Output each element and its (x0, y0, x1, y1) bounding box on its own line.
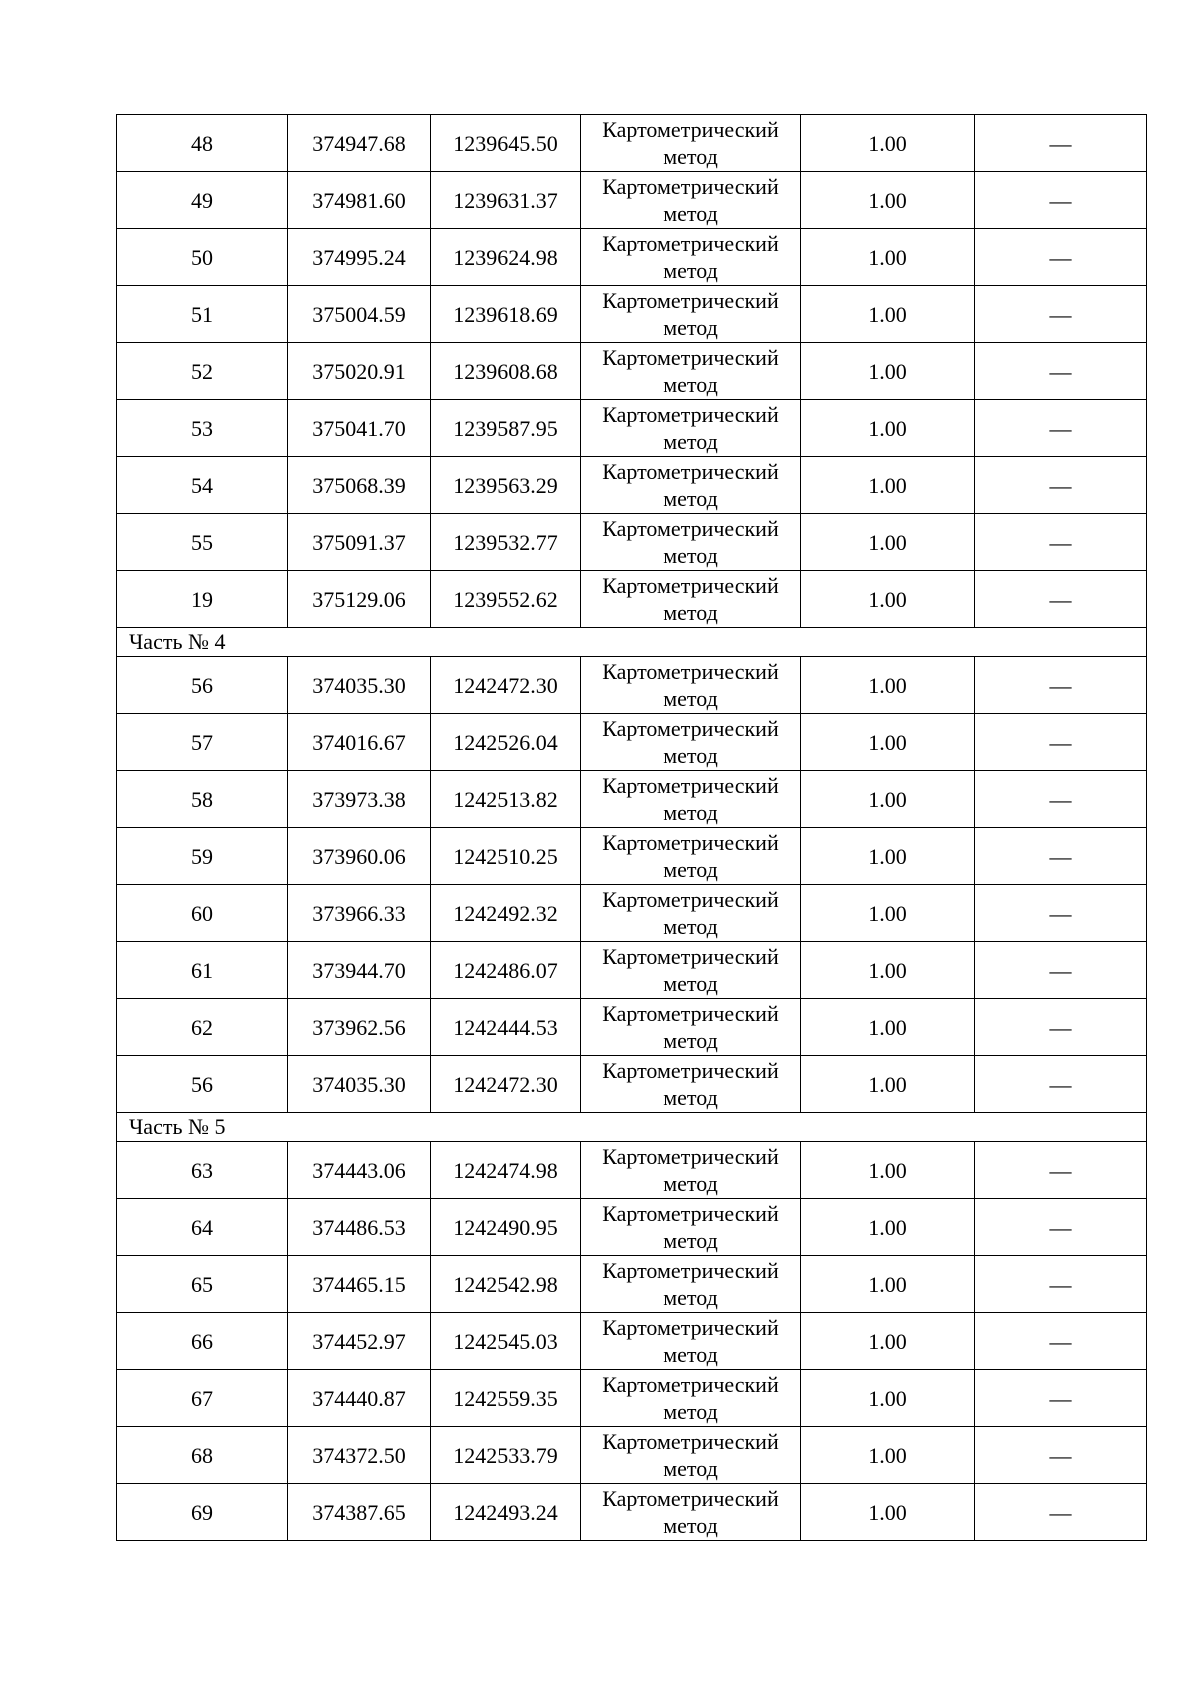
x-coordinate-cell: 374465.15 (288, 1256, 431, 1313)
table-row (117, 514, 1147, 571)
accuracy-cell: 1.00 (801, 885, 975, 942)
accuracy-cell: 1.00 (801, 1370, 975, 1427)
table-row (117, 229, 1147, 286)
method-line-2: метод (663, 258, 718, 283)
x-coordinate-cell: 373966.33 (288, 885, 431, 942)
y-coordinate-cell: 1239608.68 (431, 343, 581, 400)
x-coordinate-cell: 374947.68 (288, 115, 431, 172)
y-coordinate-cell: 1242486.07 (431, 942, 581, 999)
method-line-1: Картометрический (602, 1429, 779, 1454)
y-coordinate-cell: 1242533.79 (431, 1427, 581, 1484)
x-coordinate-cell: 373960.06 (288, 828, 431, 885)
method-cell (581, 714, 801, 771)
method-line-1: Картометрический (602, 174, 779, 199)
part-header-row (117, 628, 1147, 657)
method-cell (581, 657, 801, 714)
method-cell (581, 115, 801, 172)
point-number-cell: 50 (117, 229, 288, 286)
point-number-cell: 19 (117, 571, 288, 628)
method-line-2: метод (663, 1171, 718, 1196)
y-coordinate-cell: 1242472.30 (431, 657, 581, 714)
x-coordinate-cell: 373973.38 (288, 771, 431, 828)
x-coordinate-cell: 374440.87 (288, 1370, 431, 1427)
y-coordinate-cell: 1242493.24 (431, 1484, 581, 1541)
x-coordinate-cell: 373944.70 (288, 942, 431, 999)
note-cell: — (975, 1199, 1147, 1256)
accuracy-cell: 1.00 (801, 115, 975, 172)
part-label: Часть № 5 (117, 1113, 1147, 1142)
y-coordinate-cell: 1239563.29 (431, 457, 581, 514)
method-line-1: Картометрический (602, 1315, 779, 1340)
accuracy-cell: 1.00 (801, 457, 975, 514)
point-number-cell: 51 (117, 286, 288, 343)
method-cell (581, 286, 801, 343)
x-coordinate-cell: 374452.97 (288, 1313, 431, 1370)
y-coordinate-cell: 1239624.98 (431, 229, 581, 286)
note-cell: — (975, 457, 1147, 514)
point-number-cell: 66 (117, 1313, 288, 1370)
method-cell (581, 229, 801, 286)
method-line-1: Картометрический (602, 944, 779, 969)
accuracy-cell: 1.00 (801, 1056, 975, 1113)
accuracy-cell: 1.00 (801, 771, 975, 828)
method-line-1: Картометрический (602, 1144, 779, 1169)
accuracy-cell: 1.00 (801, 714, 975, 771)
note-cell: — (975, 714, 1147, 771)
accuracy-cell: 1.00 (801, 1313, 975, 1370)
accuracy-cell: 1.00 (801, 571, 975, 628)
point-number-cell: 63 (117, 1142, 288, 1199)
x-coordinate-cell: 375041.70 (288, 400, 431, 457)
note-cell: — (975, 771, 1147, 828)
table-row (117, 400, 1147, 457)
method-cell (581, 1313, 801, 1370)
x-coordinate-cell: 374995.24 (288, 229, 431, 286)
accuracy-cell: 1.00 (801, 828, 975, 885)
x-coordinate-cell: 375068.39 (288, 457, 431, 514)
table-row (117, 771, 1147, 828)
method-line-1: Картометрический (602, 659, 779, 684)
table-row (117, 1427, 1147, 1484)
note-cell: — (975, 115, 1147, 172)
point-number-cell: 54 (117, 457, 288, 514)
method-line-1: Картометрический (602, 231, 779, 256)
table-row (117, 457, 1147, 514)
accuracy-cell: 1.00 (801, 172, 975, 229)
method-cell (581, 771, 801, 828)
x-coordinate-cell: 374443.06 (288, 1142, 431, 1199)
accuracy-cell: 1.00 (801, 1199, 975, 1256)
method-line-1: Картометрический (602, 516, 779, 541)
table-row (117, 942, 1147, 999)
point-number-cell: 52 (117, 343, 288, 400)
method-cell (581, 400, 801, 457)
x-coordinate-cell: 374387.65 (288, 1484, 431, 1541)
method-line-2: метод (663, 686, 718, 711)
method-line-2: метод (663, 1456, 718, 1481)
method-line-1: Картометрический (602, 573, 779, 598)
method-line-2: метод (663, 1028, 718, 1053)
point-number-cell: 69 (117, 1484, 288, 1541)
method-cell (581, 343, 801, 400)
accuracy-cell: 1.00 (801, 1427, 975, 1484)
x-coordinate-cell: 374035.30 (288, 657, 431, 714)
accuracy-cell: 1.00 (801, 1256, 975, 1313)
note-cell: — (975, 885, 1147, 942)
method-cell (581, 1056, 801, 1113)
point-number-cell: 56 (117, 657, 288, 714)
method-line-2: метод (663, 857, 718, 882)
table-row (117, 657, 1147, 714)
x-coordinate-cell: 375091.37 (288, 514, 431, 571)
x-coordinate-cell: 373962.56 (288, 999, 431, 1056)
y-coordinate-cell: 1242492.32 (431, 885, 581, 942)
method-line-2: метод (663, 743, 718, 768)
y-coordinate-cell: 1239532.77 (431, 514, 581, 571)
method-cell (581, 172, 801, 229)
point-number-cell: 65 (117, 1256, 288, 1313)
table-row (117, 828, 1147, 885)
table-row (117, 115, 1147, 172)
y-coordinate-cell: 1239618.69 (431, 286, 581, 343)
y-coordinate-cell: 1242444.53 (431, 999, 581, 1056)
method-cell (581, 828, 801, 885)
method-line-1: Картометрический (602, 1258, 779, 1283)
note-cell: — (975, 286, 1147, 343)
method-cell (581, 885, 801, 942)
method-line-2: метод (663, 600, 718, 625)
table-row (117, 172, 1147, 229)
method-cell (581, 1370, 801, 1427)
accuracy-cell: 1.00 (801, 942, 975, 999)
method-line-2: метод (663, 315, 718, 340)
method-line-1: Картометрический (602, 830, 779, 855)
method-cell (581, 942, 801, 999)
table-row (117, 343, 1147, 400)
accuracy-cell: 1.00 (801, 514, 975, 571)
y-coordinate-cell: 1239587.95 (431, 400, 581, 457)
point-number-cell: 64 (117, 1199, 288, 1256)
method-line-2: метод (663, 486, 718, 511)
method-cell (581, 1427, 801, 1484)
accuracy-cell: 1.00 (801, 999, 975, 1056)
method-line-2: метод (663, 1285, 718, 1310)
method-line-1: Картометрический (602, 773, 779, 798)
point-number-cell: 60 (117, 885, 288, 942)
note-cell: — (975, 1256, 1147, 1313)
table-row (117, 1056, 1147, 1113)
x-coordinate-cell: 374486.53 (288, 1199, 431, 1256)
point-number-cell: 61 (117, 942, 288, 999)
method-line-1: Картометрический (602, 887, 779, 912)
point-number-cell: 59 (117, 828, 288, 885)
accuracy-cell: 1.00 (801, 1142, 975, 1199)
table-row (117, 1484, 1147, 1541)
point-number-cell: 48 (117, 115, 288, 172)
y-coordinate-cell: 1239645.50 (431, 115, 581, 172)
table-row (117, 1199, 1147, 1256)
table-row (117, 1370, 1147, 1427)
x-coordinate-cell: 375129.06 (288, 571, 431, 628)
point-number-cell: 67 (117, 1370, 288, 1427)
x-coordinate-cell: 374035.30 (288, 1056, 431, 1113)
note-cell: — (975, 1484, 1147, 1541)
table-row (117, 999, 1147, 1056)
table-row (117, 885, 1147, 942)
method-line-1: Картометрический (602, 1372, 779, 1397)
method-line-1: Картометрический (602, 1001, 779, 1026)
method-cell (581, 514, 801, 571)
note-cell: — (975, 1142, 1147, 1199)
note-cell: — (975, 571, 1147, 628)
table-row (117, 1142, 1147, 1199)
method-cell (581, 1142, 801, 1199)
accuracy-cell: 1.00 (801, 343, 975, 400)
note-cell: — (975, 229, 1147, 286)
accuracy-cell: 1.00 (801, 229, 975, 286)
note-cell: — (975, 999, 1147, 1056)
accuracy-cell: 1.00 (801, 286, 975, 343)
note-cell: — (975, 343, 1147, 400)
method-cell (581, 1199, 801, 1256)
y-coordinate-cell: 1239631.37 (431, 172, 581, 229)
method-line-1: Картометрический (602, 345, 779, 370)
point-number-cell: 56 (117, 1056, 288, 1113)
method-cell (581, 1256, 801, 1313)
point-number-cell: 55 (117, 514, 288, 571)
method-line-2: метод (663, 1228, 718, 1253)
method-cell (581, 457, 801, 514)
method-line-2: метод (663, 201, 718, 226)
table-row (117, 286, 1147, 343)
y-coordinate-cell: 1242510.25 (431, 828, 581, 885)
accuracy-cell: 1.00 (801, 400, 975, 457)
x-coordinate-cell: 375020.91 (288, 343, 431, 400)
note-cell: — (975, 942, 1147, 999)
method-line-1: Картометрический (602, 716, 779, 741)
point-number-cell: 58 (117, 771, 288, 828)
method-line-2: метод (663, 1513, 718, 1538)
y-coordinate-cell: 1242542.98 (431, 1256, 581, 1313)
x-coordinate-cell: 374372.50 (288, 1427, 431, 1484)
accuracy-cell: 1.00 (801, 657, 975, 714)
method-line-2: метод (663, 144, 718, 169)
y-coordinate-cell: 1242472.30 (431, 1056, 581, 1113)
method-line-1: Картометрический (602, 288, 779, 313)
coordinates-table-body (117, 115, 1147, 1541)
method-line-1: Картометрический (602, 117, 779, 142)
method-line-1: Картометрический (602, 1486, 779, 1511)
x-coordinate-cell: 374016.67 (288, 714, 431, 771)
method-line-2: метод (663, 1399, 718, 1424)
part-header-row (117, 1113, 1147, 1142)
y-coordinate-cell: 1242513.82 (431, 771, 581, 828)
method-line-2: метод (663, 429, 718, 454)
method-cell (581, 999, 801, 1056)
method-line-2: метод (663, 1342, 718, 1367)
note-cell: — (975, 828, 1147, 885)
note-cell: — (975, 172, 1147, 229)
part-label: Часть № 4 (117, 628, 1147, 657)
y-coordinate-cell: 1239552.62 (431, 571, 581, 628)
method-cell (581, 1484, 801, 1541)
method-line-1: Картометрический (602, 459, 779, 484)
coordinates-table (116, 114, 1147, 1541)
note-cell: — (975, 1427, 1147, 1484)
method-line-2: метод (663, 372, 718, 397)
method-line-2: метод (663, 971, 718, 996)
y-coordinate-cell: 1242474.98 (431, 1142, 581, 1199)
accuracy-cell: 1.00 (801, 1484, 975, 1541)
table-row (117, 571, 1147, 628)
table-row (117, 1256, 1147, 1313)
note-cell: — (975, 400, 1147, 457)
method-line-2: метод (663, 800, 718, 825)
x-coordinate-cell: 374981.60 (288, 172, 431, 229)
method-line-2: метод (663, 914, 718, 939)
y-coordinate-cell: 1242526.04 (431, 714, 581, 771)
point-number-cell: 57 (117, 714, 288, 771)
y-coordinate-cell: 1242545.03 (431, 1313, 581, 1370)
method-line-2: метод (663, 543, 718, 568)
table-row (117, 714, 1147, 771)
note-cell: — (975, 657, 1147, 714)
point-number-cell: 62 (117, 999, 288, 1056)
method-line-1: Картометрический (602, 1201, 779, 1226)
point-number-cell: 49 (117, 172, 288, 229)
method-line-1: Картометрический (602, 402, 779, 427)
note-cell: — (975, 1313, 1147, 1370)
y-coordinate-cell: 1242559.35 (431, 1370, 581, 1427)
note-cell: — (975, 1370, 1147, 1427)
method-cell (581, 571, 801, 628)
table-row (117, 1313, 1147, 1370)
method-line-2: метод (663, 1085, 718, 1110)
point-number-cell: 53 (117, 400, 288, 457)
point-number-cell: 68 (117, 1427, 288, 1484)
x-coordinate-cell: 375004.59 (288, 286, 431, 343)
method-line-1: Картометрический (602, 1058, 779, 1083)
note-cell: — (975, 514, 1147, 571)
note-cell: — (975, 1056, 1147, 1113)
y-coordinate-cell: 1242490.95 (431, 1199, 581, 1256)
